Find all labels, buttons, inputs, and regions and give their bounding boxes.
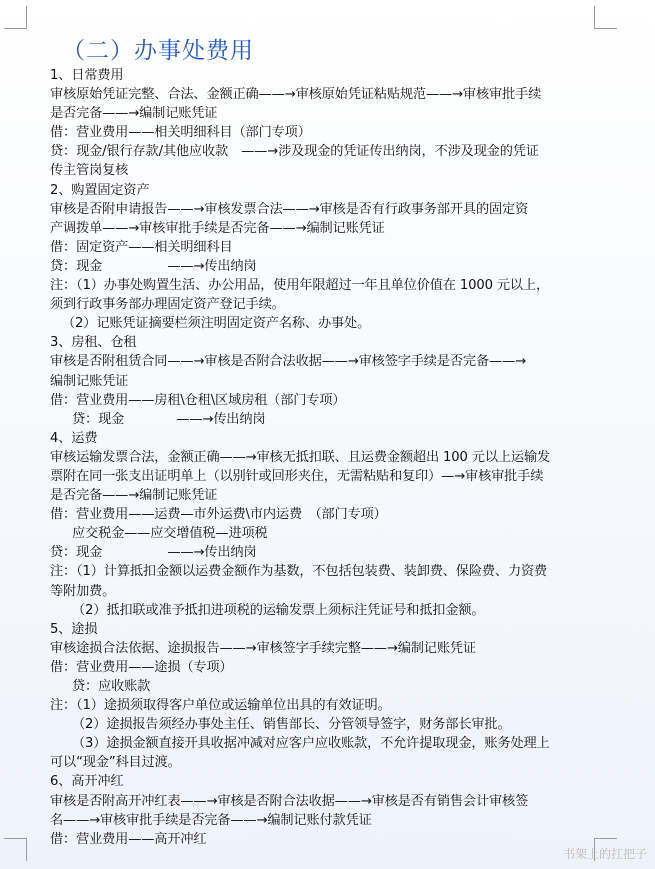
text-line: 贷：应收账款: [72, 679, 151, 694]
text-line: （2）抵扣联或准予抵扣进项税的运输发票上须标注凭证号和抵扣金额。: [72, 602, 485, 618]
text-line: 编制记账凭证: [50, 373, 129, 389]
text-line: 5、途损: [50, 621, 98, 637]
text-line: 4、运费: [50, 430, 98, 446]
text-line: 3、房租、仓租: [50, 335, 137, 351]
text-line: 应交税金——应交增值税—进项税: [72, 526, 268, 542]
text-line: 审核运输发票合法，金额正确——→审核无抵扣联、且运费金额超出 100 元以上运输发: [50, 449, 551, 465]
text-line: 借：固定资产——相关明细科目: [50, 239, 233, 255]
crop-mark-bottom-left: [4, 838, 27, 861]
text-line: 是否完备——→编制记账凭证: [50, 106, 218, 122]
text-line: 借：营业费用——运费—市外运费\市内运费 （部门专项）: [50, 507, 387, 523]
text-line: 注：（1）办事处购置生活、办公用品，使用年限超过一年且单位价值在 1000 元以上，: [50, 278, 549, 294]
text-line: 审核原始凭证完整、合法、金额正确——→审核原始凭证粘贴规范——→审核审批手续: [50, 87, 542, 103]
section-title: （二）办事处费用: [62, 38, 254, 64]
text-line: 须到行政事务部办理固定资产登记手续。: [50, 297, 285, 313]
text-line: 名——→审核审批手续是否完备——→编制记账付款凭证: [50, 812, 372, 828]
text-line: 注：（1）计算抵扣金额以运费金额作为基数，不包括包装费、装卸费、保险费、力资费: [50, 564, 548, 580]
text-line: 注：（1）途损须取得客户单位或运输单位出具的有效证明。: [50, 698, 391, 714]
text-line: 贷：现金/银行存款/其他应收款 ——→涉及现金的凭证传出纳岗，不涉及现金的凭证: [50, 144, 539, 160]
text-line: 审核是否附高开冲红表——→审核是否附合法收据——→审核是否有销售会计审核签: [50, 793, 529, 809]
text-line: 审核途损合法依据、途损报告——→审核签字手续完整——→编制记账凭证: [50, 640, 476, 656]
text-line: 可以“现金”科目过渡。: [50, 755, 181, 771]
text-line: 是否完备——→编制记账凭证: [50, 488, 218, 504]
text-line: （2）途损报告须经办事处主任、销售部长、分管领导签字，财务部长审批。: [72, 717, 511, 733]
text-line: 贷：现金 ——→传出纳岗: [50, 258, 257, 274]
text-line: 审核是否附租赁合同——→审核是否附合法收据——→审核签字手续是否完备——→: [50, 354, 526, 370]
text-line: 贷：现金 ——→传出纳岗: [72, 411, 266, 427]
text-line: 2、购置固定资产: [50, 182, 150, 198]
document-body: [50, 66, 602, 849]
text-line: 票附在同一张支出证明单上（以别针或回形夹住，无需粘贴和复印）—→审核审批手续: [50, 468, 544, 484]
text-line: 借：营业费用——房租\仓租\区域房租（部门专项）: [50, 392, 346, 408]
text-line: 等附加费。: [50, 583, 116, 599]
text-line: （3）途损金额直接开具收据冲减对应客户应收账款，不允许提取现金，账务处理上: [72, 736, 550, 752]
crop-mark-top-right: [594, 6, 617, 29]
text-line: 传主管岗复核: [50, 163, 129, 179]
text-line: 贷：现金 ——→传出纳岗: [50, 545, 257, 561]
text-line: 借：营业费用——高开冲红: [50, 831, 207, 847]
text-line: 借：营业费用——途损（专项）: [50, 659, 233, 675]
text-line: 1、日常费用: [50, 68, 124, 83]
text-line: 6、高开冲红: [50, 774, 124, 790]
text-line: 借：营业费用——相关明细科目（部门专项）: [50, 125, 311, 141]
watermark-text: 书架上的扛把子: [562, 847, 647, 861]
crop-mark-top-left: [4, 6, 27, 29]
text-line: （2）记账凭证摘要栏须注明固定资产名称、办事处。: [62, 316, 371, 332]
text-line: 审核是否附申请报告——→审核发票合法——→审核是否有行政事务部开具的固定资: [50, 201, 529, 217]
text-line: 产调拨单——→审核审批手续是否完备——→编制记账凭证: [50, 220, 385, 236]
